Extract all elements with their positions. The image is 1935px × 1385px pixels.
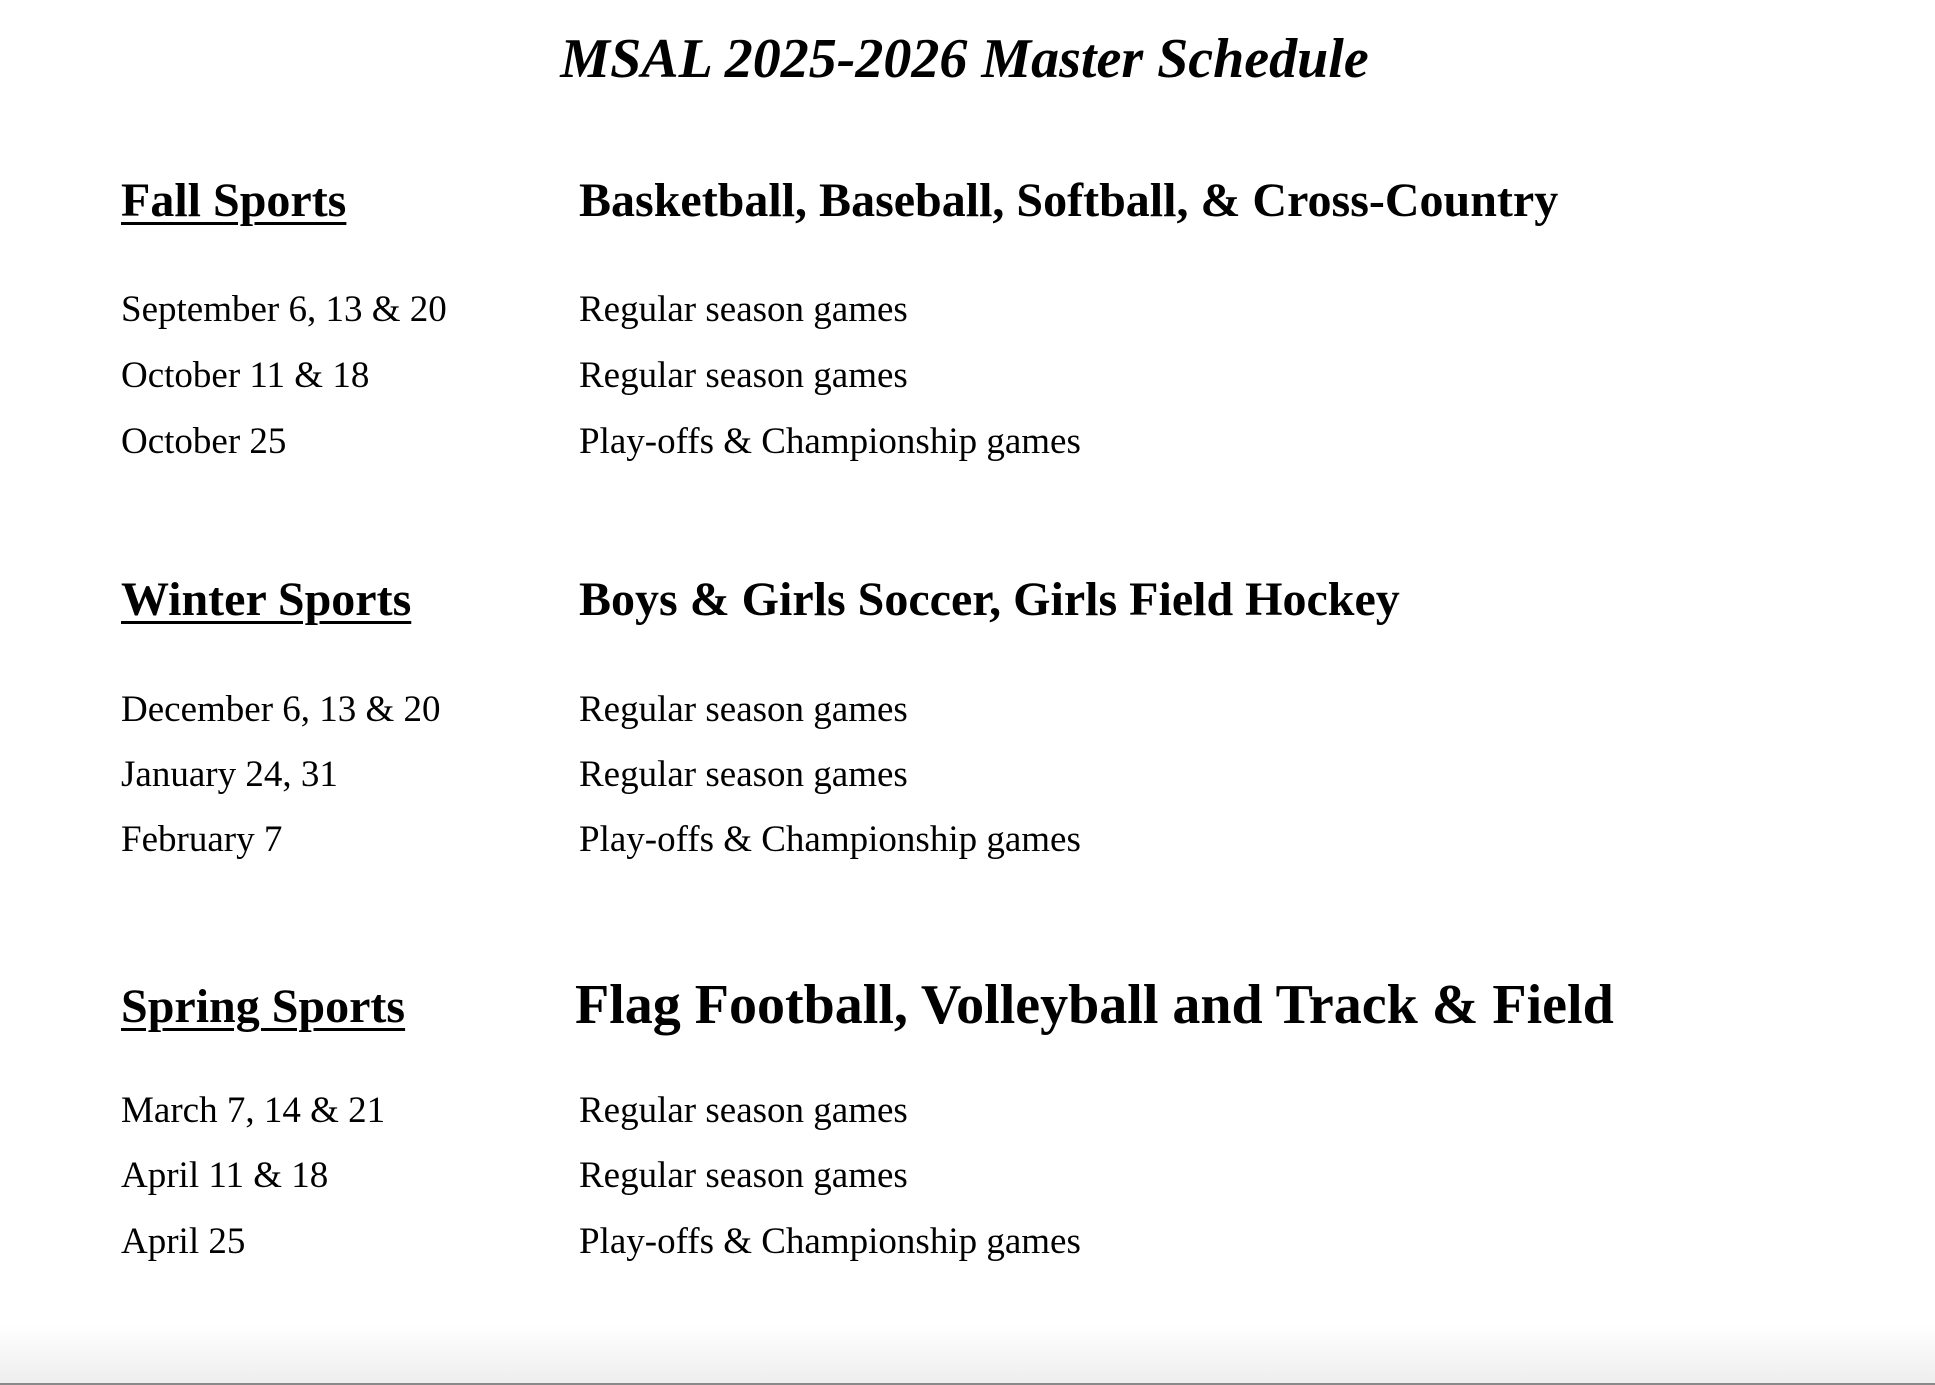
fall-row-1-date: September 6, 13 & 20 [121,289,447,330]
section-name-winter: Winter Sports [121,573,412,626]
fall-row-1-desc: Regular season games [579,289,908,330]
spring-row-2-date: April 11 & 18 [121,1155,329,1196]
winter-row-1-date: December 6, 13 & 20 [121,689,441,730]
section-name-spring: Spring Sports [121,980,406,1033]
page-title-text: MSAL 2025-2026 Master Schedule [560,28,1369,90]
fall-row-2-desc: Regular season games [579,355,908,396]
section-sports-spring: Flag Football, Volleyball and Track & Field [575,974,1614,1036]
section-sports-winter: Boys & Girls Soccer, Girls Field Hockey [579,573,1400,626]
winter-row-2-date: January 24, 31 [121,754,338,795]
winter-row-1-desc: Regular season games [579,689,908,730]
fall-row-3-date: October 25 [121,421,287,462]
winter-row-3-desc: Play-offs & Championship games [579,819,1081,860]
spring-row-3-date: April 25 [121,1221,246,1262]
section-name-fall: Fall Sports [121,174,347,227]
winter-row-3-date: February 7 [121,819,283,860]
spring-row-3-desc: Play-offs & Championship games [579,1221,1081,1262]
section-sports-fall: Basketball, Baseball, Softball, & Cross-Country [579,174,1559,227]
page-title [0,26,1935,92]
fall-row-2-date: October 11 & 18 [121,355,370,396]
spring-row-2-desc: Regular season games [579,1155,908,1196]
fall-row-3-desc: Play-offs & Championship games [579,421,1081,462]
page-bottom-shadow [0,1325,1935,1385]
winter-row-2-desc: Regular season games [579,754,908,795]
spring-row-1-date: March 7, 14 & 21 [121,1090,386,1131]
spring-row-1-desc: Regular season games [579,1090,908,1131]
